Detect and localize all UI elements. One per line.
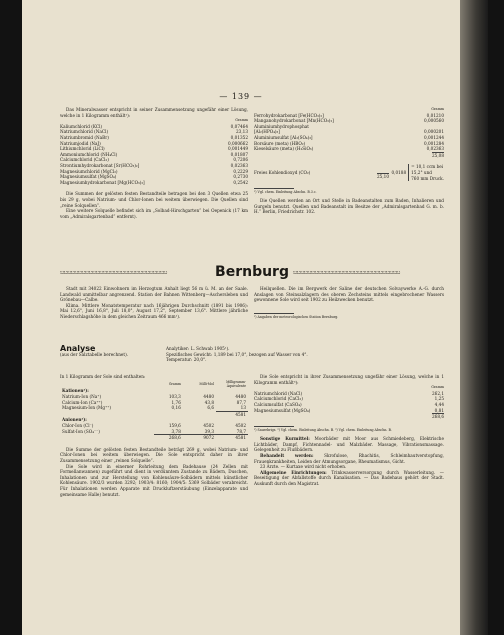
ion-millimol: 4502 [203,422,214,428]
specific-gravity: Spezifisches Gewicht: 1,189 bei 17,0°, bezogen auf Wasser von 4°. [166,351,308,357]
compound-value: 0,01807 [230,151,248,157]
sole-intro: Die Sole entspricht in ihrer Zusammensetzung ungefähr einer Lösung, welche in 1 Kilogramm enthält³): [254,374,444,385]
book-page-edge [458,0,488,635]
analysis-summary: Die Summe der gelösten festen Bestandteile beträgt 269 g, wobei Natrium- und Chlor-Ionen bei weitem überwiegen. Die Sole entspricht daher in ihrer Zusammensetzung einer „reinen Solquelle“. [60,446,248,463]
footnote: ¹) Vgl. chem. Einleitung Abschn. B.3.c. [254,189,317,194]
compound-label: [Al₂(HPO₄)₃] [254,129,280,135]
analyse-left-column [60,374,248,497]
allg-text: Trinkwasserversorgung durch Wasserleitung. — Beseitigung der Abfallstoffe durch Kanalisation. — Das Badehaus gehört der Stadt. Auskunft durch den Magistrat. [254,469,444,486]
section-heading-band [60,265,444,279]
bernburg-right-column [254,286,444,319]
compound-label: Kaliumchlorid (KCl) [60,123,103,129]
ornament-left: ಬಬಬಬಬಬಬಬಬಬಬಬಬಬಬಬಬಬಬಬಬಬಬಬಬಬಬಬಬಬ [60,268,167,276]
solquelle-paragraph: Eine weitere Solquelle befindet sich im „Solbad-Hirschgarten“ bei Oepenick (17 km vom „Admiralsgartenbad“ entfernt). [60,208,248,219]
ion-label: Sulfat-Ion (SO₄⁻⁻) [62,428,100,434]
compound-label: Strontiumhydrokarbonat [Sr(HCO₃)₂] [60,162,140,168]
page-number: — 139 — [219,92,263,101]
total-aequivalente: 4581 [216,435,248,441]
summary-paragraph: Die Summen der gelösten festen Bestandteile betragen bei den 3 Quellen etwa 25 bis 29 g, wobei Natrium- und Chlor-Ionen bei weitem überwiegen. Die Quellen sind „reine Solquellen“. [60,191,248,208]
co2-note-1: = 10,1 ccm bei [411,164,444,170]
usage-paragraph: Die Quellen werden an Ort und Stelle in Badeanstalten zum Baden, Inhalieren und Gurgeln benutzt. Quellen und Badeanstalt im Besitze der „Admiralsgartenbad G. m. b. H.“ Berlin, Friedrichstr. 102. [254,198,444,215]
compound-value: 4,44 [434,401,444,407]
composition-table [60,124,248,186]
compound-label: Natriumchlorid (NaCl) [254,390,303,396]
total-millimol: 9072 [183,435,216,441]
compound-value: 0,2730 [233,174,248,180]
intro-text: Das Mineralwasser entspricht in seiner Zusammensetzung ungefähr einer Lösung, welche in 1 Kilogramm enthält¹): [60,107,248,118]
unit-header: Gramm [431,385,444,390]
compound-label: Ammoniumchlorid (NH₄Cl) [60,151,118,157]
ion-gramm: 3,78 [171,428,181,434]
compound-label: Calciumchlorid (CaCl₂) [254,396,303,402]
compound-label: Natriumchlorid (NaCl) [60,129,109,135]
compound-label: Calciumchlorid (CaCl₂) [60,157,109,163]
compound-label: Manganohydrokarbonat [Mn(HCO₃)₂] [254,118,334,124]
footnote: ¹) Angaben der meteorologischen Station Bernburg. [254,314,339,319]
compound-value: 0,81 [434,407,444,413]
composition-table-cont [254,113,444,152]
climate-paragraph: Klima. Mittlere Monatstemperatur nach 16jährigen Durchschnitt (1891 bis 1906): Mai 12,6°, Juni 16,8°, Juli 18,0°, August 17,2°, September 13,6°. Mittlere jährliche Niederschlagshöhe in dem gleichen Zeitraum 466 mm¹). [60,302,248,319]
ion-millimol: 43,8 [204,399,214,405]
compound-value: 0,001284 [424,140,444,146]
aerzte-text: 23 Ärzte. — Kurtaxe wird nicht erhoben. [260,464,347,470]
sum-value-2: 25,10 [377,174,389,180]
sonstige-text: Moorbäder mit Moor aus Schmiedeberg, Elektrische Lichtbäder, Dampf, Fichtennadel- und Malzbäder. Massage, Vibrationsmassage. Gelegenheit zu Flußbädern. [254,436,444,453]
sum-value: 25,08 [432,152,444,158]
compound-label: Kieselsäure (meta) (H₂SiO₃) [254,146,314,152]
ion-aequivalente: 87,7 [236,399,246,405]
col-header-millimol: Milli-Mol [199,381,214,386]
analyse-header [60,346,444,363]
unit-header: Gramm [235,118,248,123]
compound-value: 1,25 [434,396,444,402]
compound-label: Aluminiumhydrophosphat [254,123,309,129]
sole-composition-table [254,391,444,413]
sole-sum: 268,6 [432,414,444,420]
right-top-column [254,107,444,215]
compound-value: 0,001244 [424,134,444,140]
ornament-right: ಬಬಬಬಬಬಬಬಬಬಬಬಬಬಬಬಬಬಬಬಬಬಬಬಬಬಬಬಬಬ [292,268,400,276]
co2-note-3: 760 mm Druck. [411,175,444,181]
compound-value: 0,7206 [233,157,248,163]
ion-label: Calcium-Ion (Ca⁺⁺) [62,399,103,405]
ion-gramm: 103,3 [168,394,181,399]
ion-label: Chlor-Ion (Cl⁻) [62,422,94,428]
ion-millimol: 4480 [203,394,214,399]
compound-value: 0,01210 [426,112,444,118]
ion-gramm: 159,6 [168,422,181,428]
town-description: Stadt mit 34022 Einwohnern im Herzogtum Anhalt liegt 56 m ü. M. an der Saale. Landwald unmittelbar angrenzend. Station der Bahnen Wittenberg—Aschersleben und Grönebau—Calbe. [60,286,248,303]
compound-value: 262,1 [432,390,444,396]
temperature: Temperatur: 20,0°. [166,357,207,363]
compound-value: 0,01352 [230,134,248,140]
analyse-intro: In 1 Kilogramm der Sole sind enthalten: [60,374,146,379]
compound-label: Magnesiumchlorid (MgCl₂) [60,168,118,174]
compound-label: Lithiumchlorid (LiCl) [60,146,105,152]
co2-note-2: 15,2° und [411,169,432,175]
ion-label: Magnesium-Ion (Mg⁺⁺) [62,405,112,411]
ion-millimol: 39,3 [204,428,214,434]
ion-gramm: 1,76 [171,399,181,405]
springs-paragraph: Heilquellen. Die im Bergwerk der Saline der deutschen Solvaywerke A.-G. durch Anslagen von Steinsalzlagern des oberen Zechsteins mittels eingebrochener Wassers gewonnene Sole wird seit 1902 zu Heilzwecken benutzt. [254,286,444,303]
allg-title: Allgemeine Einrichtungen: [260,469,327,475]
anionen-label: Anionen²): [62,417,87,423]
compound-label: Ferrohydrokarbonat [Fe(HCO₃)₂] [254,112,324,118]
behandelt-title: Behandelt werden: [260,452,314,458]
compound-label: Natriumjodid (NaJ) [60,140,101,146]
ion-gramm: 0,16 [171,405,181,411]
compound-value: 0,02363 [230,162,248,168]
col-header-aequivalente: Milligramm-Äquivalente [226,379,246,388]
col-header-gramm: Gramm [168,381,181,386]
compound-value: 0,001449 [228,146,248,152]
compound-value: 0,000560 [424,118,444,124]
compound-value: 23,13 [236,129,248,135]
compound-label: Magnesiumhydrokarbonat [Mg(HCO₃)₂] [60,179,145,185]
sole-usage: Die Sole wird in einerner Rohrleitung dem Badehause (24 Zellen mit Formellanwannen) zugeführt und dient in verdünntem Zustande zu Bädern, Duschen, Inhalationen und zur Herstellung von Kohlensäure-Solbädern mittels künstlicher Kohlensäure. 1902/3 wurden 3292; 1903/4: 8160; 1904/5: 5369 Solbäder verabreicht. Für Inhalationen werden Apparate mit Druckluftzerstäubung (Einzelapparate und gemeinsame Halle) benutzt. [60,463,248,497]
compound-value: 0,2542 [233,179,248,185]
sonstige-title: Sonstige Kurmittel: [260,436,310,442]
kationen-sum: 4581 [216,411,248,417]
ion-aequivalente: 78,7 [236,428,246,434]
compound-value: 0,000662 [228,140,248,146]
footnotes: ¹) Sauerbrigs. ²) Vgl. chem. Einleitung Abschn. B. ³) Vgl. chem. Einleitung Abschn. B. [254,427,392,432]
compound-value: 0,02363 [426,146,444,152]
town-title: Bernburg [215,264,289,280]
sole-right-column [254,374,444,487]
analytiker: Analytiker: L. Schwab 1905¹). [166,346,230,351]
co2-label: Freies Kohlendioxyd (CO₂) [254,169,311,175]
compound-value: 0,000201 [424,129,444,135]
compound-label: Natriumbromid (NaBr) [60,134,109,140]
compound-label: Magnesiumsulfat (MgSO₄) [254,407,311,413]
total-gramm: 268,6 [154,435,182,441]
compound-value: 0,2229 [233,168,248,174]
ion-millimol: 6,6 [207,405,214,411]
co2-value: 0,0188 [391,169,407,175]
kationen-label: Kationen²): [62,388,89,394]
ion-aequivalente: 4502 [235,422,246,428]
ion-table [60,380,248,441]
analyse-subtitle: (aus der Salztabelle berechnet). [60,351,129,357]
book-page [22,0,460,635]
compound-label: Borsäure (meta) (HBO₂) [254,140,306,146]
analyse-title: Analyse [60,344,96,353]
ion-aequivalente: 4480 [235,394,246,399]
compound-label: Aluminiumsulfat [Al₂(SO₄)₃] [254,134,313,140]
ion-label: Natrium-Ion (Na⁺) [62,394,102,399]
left-top-column [60,107,248,219]
ion-aequivalente: 13 [240,405,246,411]
compound-label: Magnesiumsulfat (MgSO₄) [60,174,117,180]
compound-value: 0,07464 [230,123,248,129]
compound-label: Calciumsulfat (CaSO₄) [254,401,302,407]
bernburg-left-column [60,286,248,320]
unit-header: Gramm [431,107,444,111]
behandelt-text: Skrofulose, Rhachitis, Schleimhautverstopfung, Frauenkrankheiten, Leiden der Atmungsorgane, Rheumatismus, Gicht. [254,452,444,464]
